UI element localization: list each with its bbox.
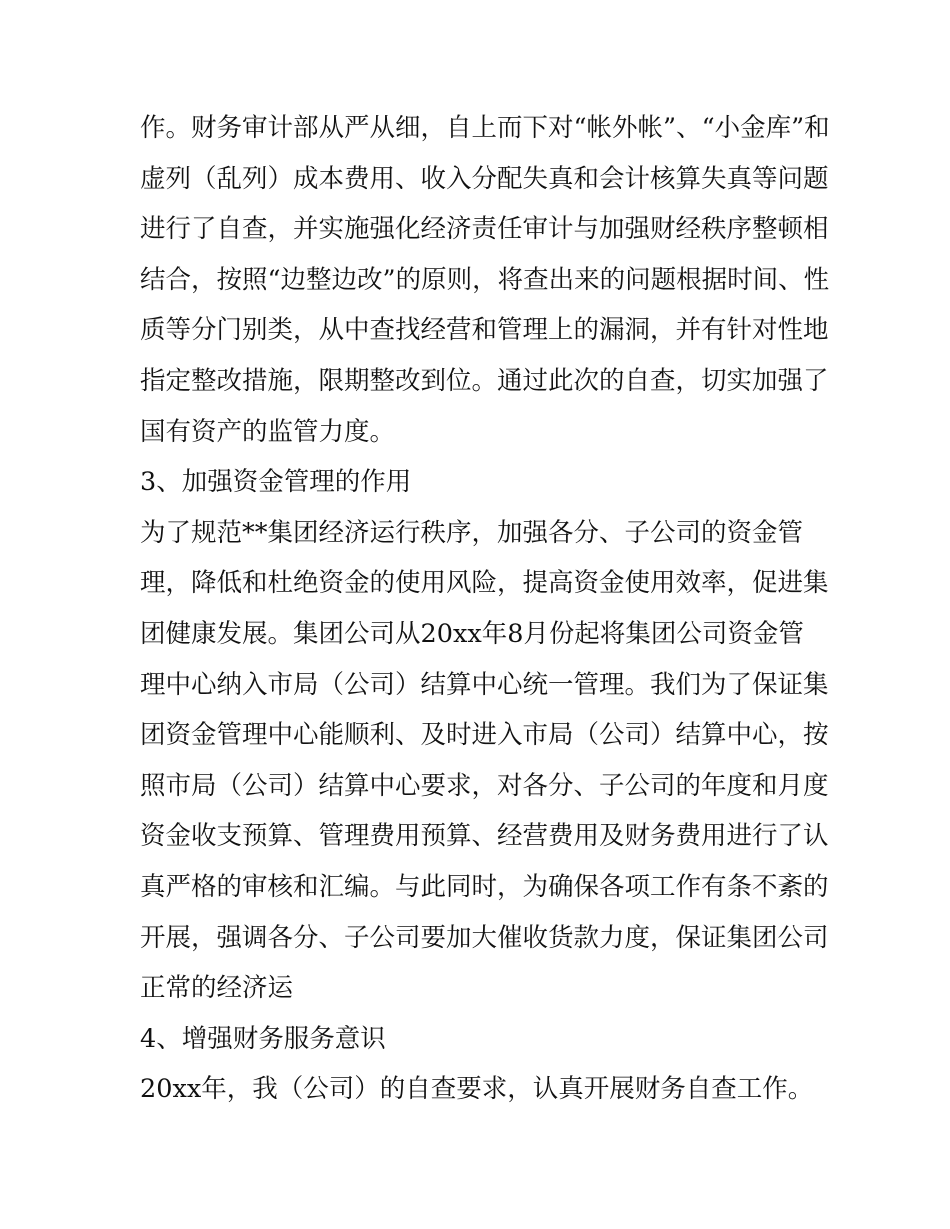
paragraph-line: 国有资产的监管力度。 [140, 416, 396, 447]
paragraph-line: 20xx年，我（公司）的自查要求，认真开展财务自查工作。 [140, 1074, 814, 1105]
paragraph-line: 作。财务审计部从严从细，自上而下对“帐外帐”、“小金库”和 [140, 113, 830, 143]
paragraph-line: 虚列（乱列）成本费用、收入分配失真和会计核算失真等问题 [140, 163, 829, 194]
section-heading: 3、加强资金管理的作用 [140, 467, 412, 498]
paragraph-line: 理，降低和杜绝资金的使用风险，提高资金使用效率，促进集 [140, 568, 829, 599]
section-heading: 4、增强财务服务意识 [140, 1023, 386, 1054]
paragraph-line: 真严格的审核和汇编。与此同时，为确保各项工作有条不紊的 [140, 871, 829, 902]
paragraph-line: 质等分门别类，从中查找经营和管理上的漏洞，并有针对性地 [140, 315, 829, 346]
paragraph-line: 团资金管理中心能顺利、及时进入市局（公司）结算中心，按 [140, 720, 829, 751]
paragraph-line: 结合，按照“边整边改”的原则，将查出来的问题根据时间、性 [140, 264, 830, 295]
document-body [140, 103, 830, 1115]
paragraph-line: 资金收支预算、管理费用预算、经营费用及财务费用进行了认 [140, 821, 829, 852]
paragraph-line: 指定整改措施，限期整改到位。通过此次的自查，切实加强了 [140, 365, 829, 396]
paragraph-line: 进行了自查，并实施强化经济责任审计与加强财经秩序整顿相 [140, 214, 829, 245]
paragraph-line: 照市局（公司）结算中心要求，对各分、子公司的年度和月度 [140, 770, 829, 801]
paragraph-line: 理中心纳入市局（公司）结算中心统一管理。我们为了保证集 [140, 669, 829, 700]
paragraph-line: 为了规范**集团经济运行秩序，加强各分、子公司的资金管 [140, 517, 804, 548]
paragraph-line: 团健康发展。集团公司从20xx年8月份起将集团公司资金管 [140, 618, 804, 649]
paragraph-line: 开展，强调各分、子公司要加大催收货款力度，保证集团公司 [140, 922, 829, 953]
paragraph-line: 正常的经济运 [140, 973, 294, 1004]
